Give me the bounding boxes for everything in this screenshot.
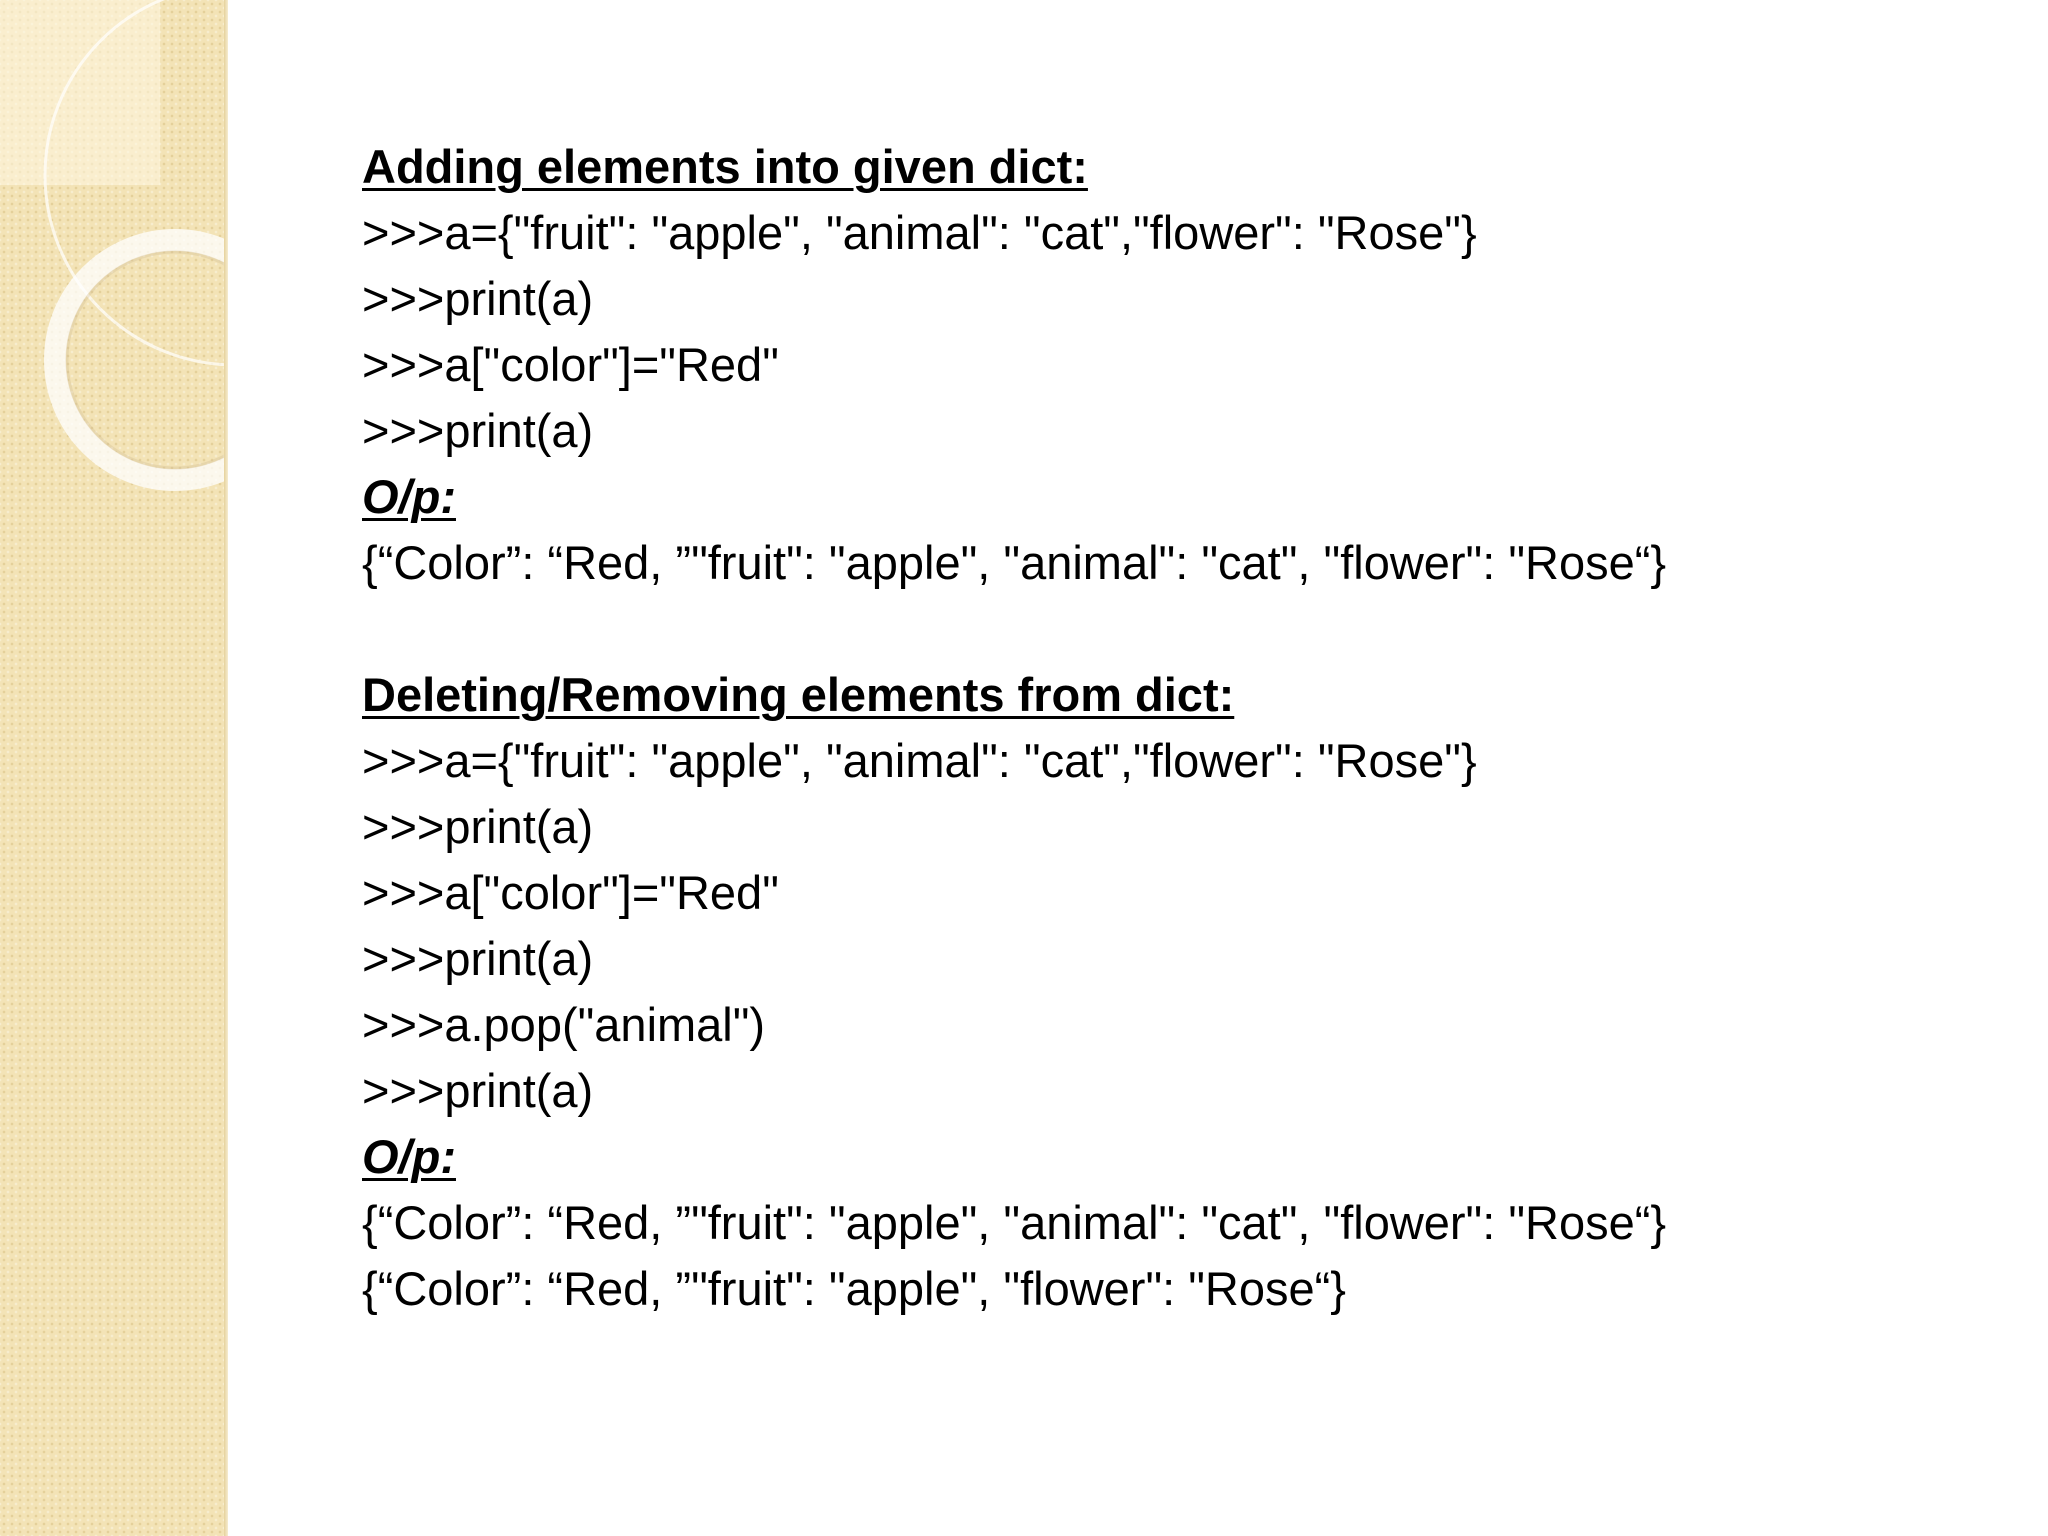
slide-content — [362, 134, 1982, 1322]
output-line: {“Color”: “Red, ”"fruit": "apple", "animal": "cat", "flower": "Rose“} — [362, 1196, 1667, 1249]
section1-heading: Adding elements into given dict: — [362, 140, 1088, 193]
code-line: >>>print(a) — [362, 1064, 594, 1117]
sidebar-edge — [224, 0, 228, 1536]
decorative-rings — [0, 0, 228, 1536]
output-label: O/p: — [362, 470, 456, 523]
output-line: {“Color”: “Red, ”"fruit": "apple", "animal": "cat", "flower": "Rose“} — [362, 536, 1667, 589]
code-line: >>>a={"fruit": "apple", "animal": "cat","flower": "Rose"} — [362, 206, 1477, 259]
code-line: >>>a["color"]="Red" — [362, 338, 779, 391]
code-line: >>>a={"fruit": "apple", "animal": "cat","flower": "Rose"} — [362, 734, 1477, 787]
section-spacer — [362, 596, 1982, 662]
output-label: O/p: — [362, 1130, 456, 1183]
code-line: >>>print(a) — [362, 272, 594, 325]
output-line: {“Color”: “Red, ”"fruit": "apple", "flower": "Rose“} — [362, 1262, 1346, 1315]
thick-ring — [55, 240, 228, 480]
decorative-sidebar — [0, 0, 228, 1536]
code-line: >>>print(a) — [362, 800, 594, 853]
section2-heading: Deleting/Removing elements from dict: — [362, 668, 1235, 721]
code-line: >>>print(a) — [362, 932, 594, 985]
code-line: >>>print(a) — [362, 404, 594, 457]
code-line: >>>a["color"]="Red" — [362, 866, 779, 919]
code-line: >>>a.pop("animal") — [362, 998, 766, 1051]
